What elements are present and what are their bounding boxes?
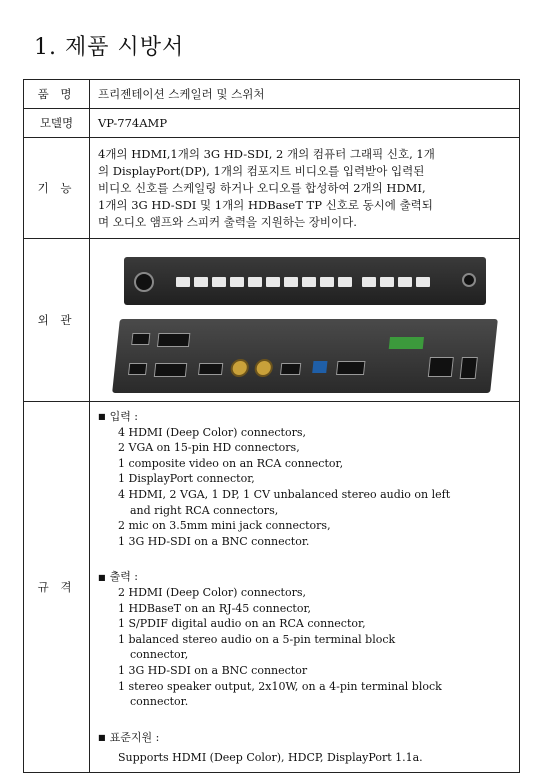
output-item: 2 HDMI (Deep Color) connectors, bbox=[118, 586, 306, 600]
row-specs bbox=[24, 402, 520, 773]
row-model bbox=[24, 109, 520, 138]
row-product-name bbox=[24, 80, 520, 109]
output-item: 1 stereo speaker output, 2x10W, on a 4-pin terminal block bbox=[118, 679, 442, 693]
input-item: 4 HDMI, 2 VGA, 1 DP, 1 CV unbalanced stereo audio on left bbox=[118, 487, 451, 501]
output-item: 1 3G HD-SDI on a BNC connector bbox=[118, 664, 308, 678]
function-line: 4개의 HDMI,1개의 3G HD-SDI, 2 개의 컴퓨터 그래픽 신호, 1개 bbox=[98, 146, 435, 161]
output-title: 출력 : bbox=[109, 570, 139, 584]
output-item: 1 HDBaseT on an RJ-45 connector, bbox=[118, 601, 311, 615]
row-appearance bbox=[24, 239, 520, 402]
function-label: 기 능 bbox=[24, 138, 90, 239]
product-name-label: 품 명 bbox=[24, 80, 90, 109]
product-name-value: 프리젠테이션 스케일러 및 스위처 bbox=[90, 80, 520, 109]
function-line: 1개의 3G HD-SDI 및 1개의 HDBaseT TP 신호로 동시에 출력되 bbox=[98, 197, 433, 212]
input-item: 1 DisplayPort connector, bbox=[118, 472, 255, 486]
input-item: and right RCA connectors, bbox=[130, 503, 279, 517]
input-item: 2 mic on 3.5mm mini jack connectors, bbox=[118, 519, 331, 533]
input-item: 1 composite video on an RCA connector, bbox=[118, 456, 344, 470]
input-item: 1 3G HD-SDI on a BNC connector. bbox=[118, 534, 310, 548]
spec-table bbox=[23, 79, 520, 773]
model-value: VP-774AMP bbox=[90, 109, 520, 138]
function-line: 며 오디오 앰프와 스피커 출력을 지원하는 장비이다. bbox=[98, 214, 357, 229]
output-item: connector, bbox=[130, 648, 189, 662]
input-item: 4 HDMI (Deep Color) connectors, bbox=[118, 425, 306, 439]
output-item: 1 balanced stereo audio on a 5-pin terminal block bbox=[118, 632, 396, 646]
specs-value bbox=[90, 402, 520, 773]
output-item: 1 S/PDIF digital audio on an RCA connector, bbox=[118, 617, 366, 631]
standard-title: 표준지원 : bbox=[109, 730, 160, 744]
output-item: connector. bbox=[130, 695, 189, 709]
row-function bbox=[24, 138, 520, 239]
document-heading: 1. 제품 시방서 bbox=[34, 35, 185, 60]
function-value bbox=[90, 138, 520, 239]
standard-item: Supports HDMI (Deep Color), HDCP, DisplayPort 1.1a. bbox=[118, 750, 423, 764]
input-item: 2 VGA on 15-pin HD connectors, bbox=[118, 441, 300, 455]
model-label: 모델명 bbox=[24, 109, 90, 138]
bullet-icon: ■ bbox=[98, 411, 106, 421]
function-line: 의 DisplayPort(DP), 1개의 컴포지트 비디오를 입력받아 입력된 bbox=[98, 163, 425, 178]
device-front-panel-image bbox=[124, 257, 486, 305]
appearance-label: 외 관 bbox=[24, 239, 90, 402]
bullet-icon: ■ bbox=[98, 733, 106, 743]
device-rear-panel-image bbox=[112, 319, 498, 393]
function-line: 비디오 신호를 스케일링 하거나 오디오를 합성하여 2개의 HDMI, bbox=[98, 180, 426, 195]
specs-label: 규 격 bbox=[24, 402, 90, 773]
input-title: 입력 : bbox=[109, 409, 139, 423]
bullet-icon: ■ bbox=[98, 572, 106, 582]
appearance-photos bbox=[90, 239, 520, 402]
